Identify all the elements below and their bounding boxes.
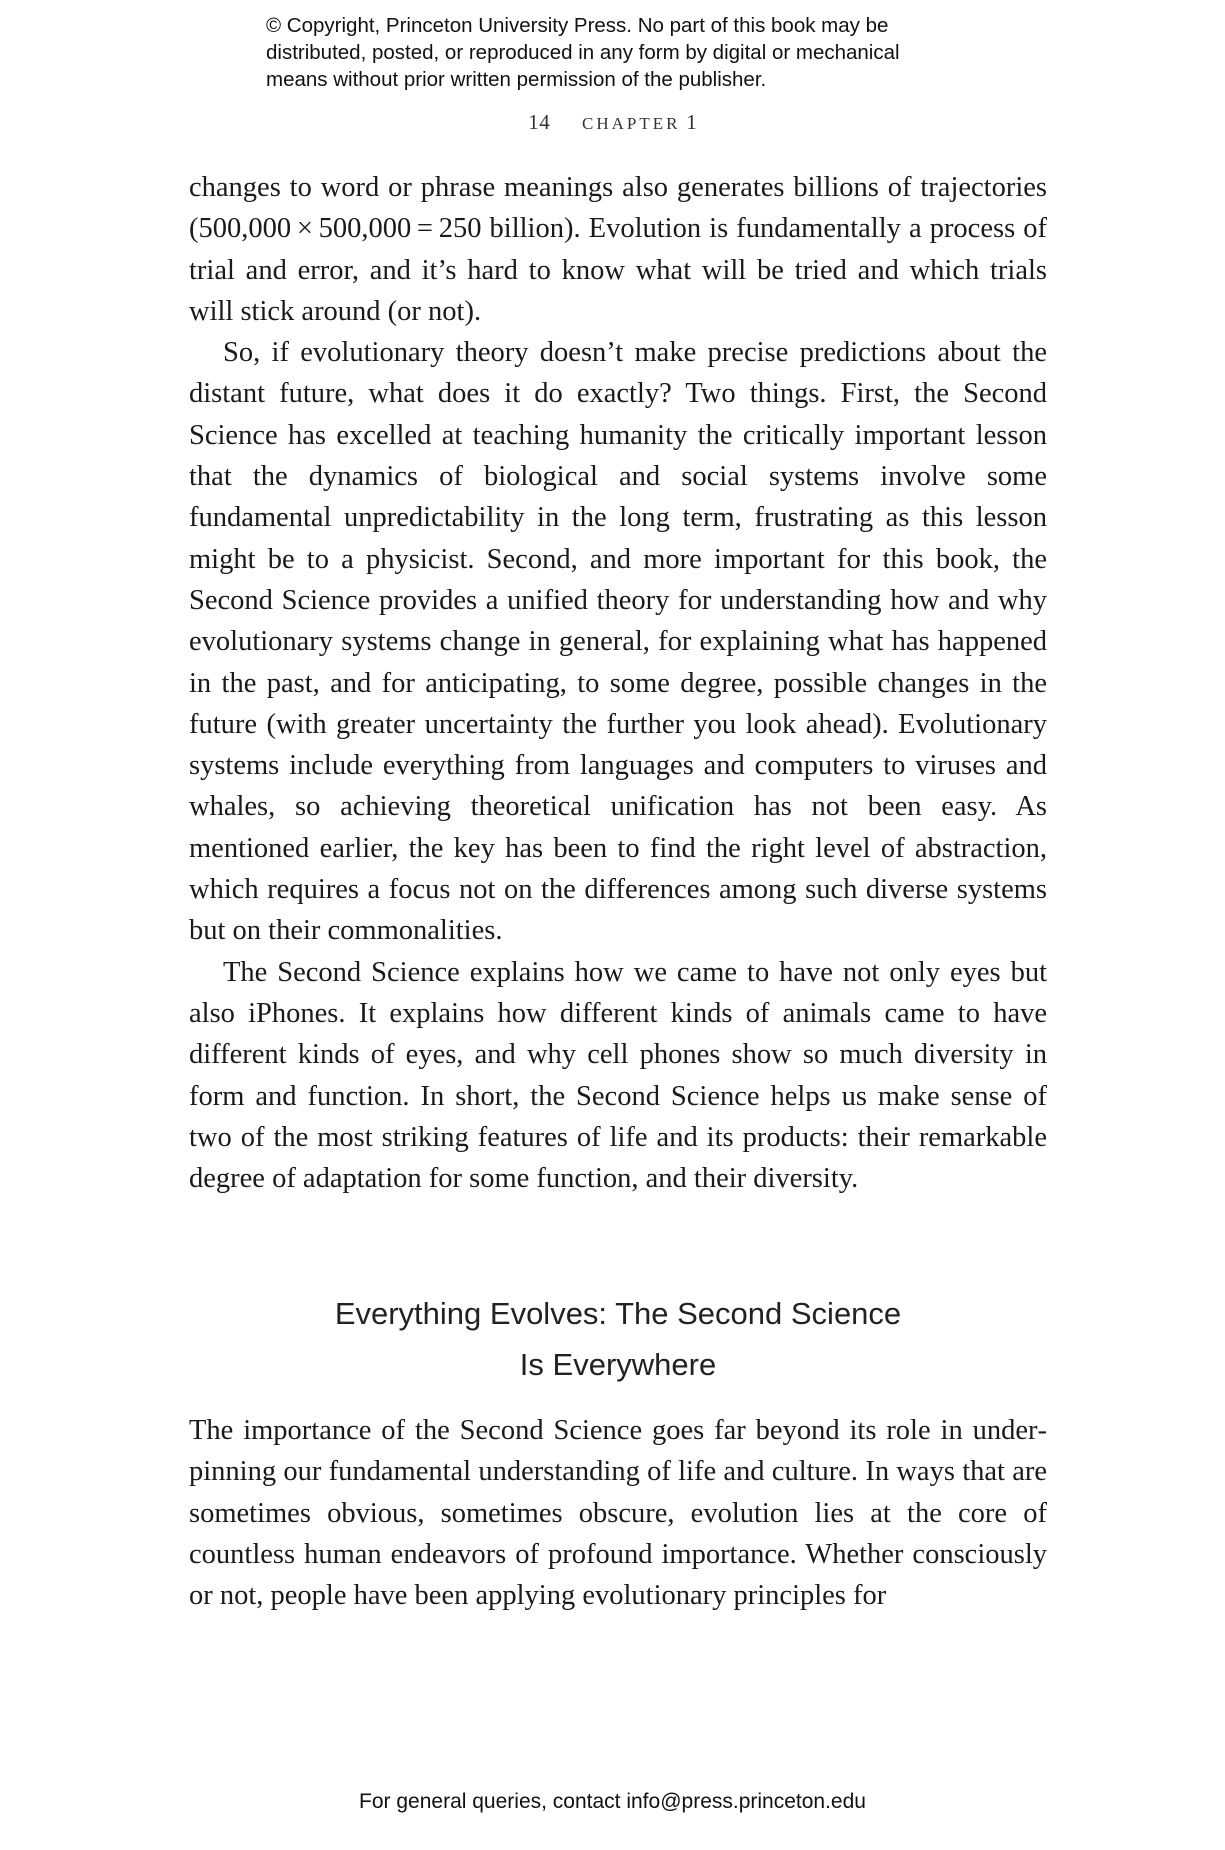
section-heading <box>189 1288 1047 1390</box>
section-body-text <box>189 1410 1047 1616</box>
running-head <box>0 110 1225 135</box>
copyright-line-1: © Copyright, Princeton University Press. No part of this book may be <box>266 14 889 37</box>
chapter-number: 1 <box>686 110 697 134</box>
chapter-label: CHAPTER <box>582 114 681 133</box>
section-heading-line-1: Everything Evolves: The Second Science <box>334 1296 902 1331</box>
paragraph: So, if evolutionary theory doesn’t make precise predictions about the distant future, what does it do exactly? Two things. First, the Second Science has excelled at teaching humanity the critically important lesson that the dynamics of biological and social systems involve some fundamental unpredictability in the long term, frustrating as this lesson might be to a physicist. Second, and more important for this book, the Second Science provides a unified theory for understanding how and why evolutionary systems change in general, for explaining what has happened in the past, and for anticipating, to some degree, possible changes in the future (with greater uncertainty the further you look ahead). Evolutionary systems include everything from languages and computers to viruses and whales, so achieving theoretical unification has not been easy. As mentioned earlier, the key has been to find the right level of abstraction, which requires a focus not on the differences among such diverse systems but on their commonalities. <box>189 337 1047 947</box>
paragraph-continued: changes to word or phrase meanings also generates billions of trajectories (500,000 × 500,000 = 250 billion). Evolution is fundamentally a process of trial and error, and it’s hard to know what will be tried and which trials will stick around (or not). <box>189 172 1047 327</box>
copyright-line-3: means without prior written permission of the publisher. <box>266 68 767 91</box>
copyright-line-2: distributed, posted, or reproduced in any form by digital or mechanical <box>266 41 900 64</box>
footer-contact: For general queries, contact info@press.princeton.edu <box>359 1790 866 1813</box>
copyright-notice <box>266 12 1026 93</box>
page-number: 14 <box>528 110 551 134</box>
section-paragraph: The importance of the Second Science goes far beyond its role in underpinning our fundamental understanding of life and culture. In ways that are sometimes obvious, sometimes obscure, evolution lies at the core of countless human endeavors of profound importance. Whether consciously or not, people have been applying evolutionary principles for <box>189 1415 1047 1612</box>
body-text <box>189 167 1047 1199</box>
paragraph: The Second Science explains how we came to have not only eyes but also iPhones. It explains how different kinds of animals came to have different kinds of eyes, and why cell phones show so much diversity in form and function. In short, the Second Science helps us make sense of two of the most striking features of life and its products: their remarkable degree of adaptation for some function, and their diversity. <box>189 956 1047 1195</box>
section-heading-line-2: Is Everywhere <box>519 1347 717 1382</box>
